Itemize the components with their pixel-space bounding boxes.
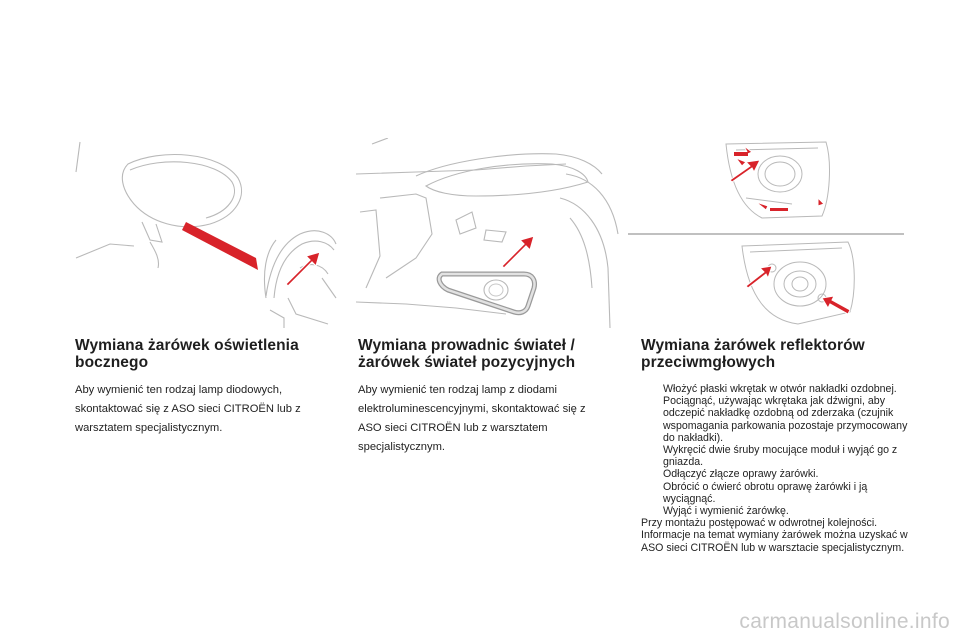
section-body: Aby wymienić ten rodzaj lamp diodowych, skontaktować się z ASO sieci CITROËN lub z warsztatem specjalistycznym.: [75, 384, 301, 434]
divider-line: [628, 232, 904, 236]
step-text: Wykręcić dwie śruby mocujące moduł i wyjąć go z gniazda.: [663, 444, 898, 469]
title-line: Wymiana żarówek reflektorów: [641, 337, 865, 354]
front-bumper-illustration: [356, 138, 621, 328]
side-mirror-illustration: [70, 138, 338, 328]
list-item: [641, 444, 913, 468]
title-line: Wymiana żarówek oświetlenia: [75, 337, 299, 354]
list-item: [641, 383, 913, 395]
title-line: bocznego: [75, 354, 149, 371]
step-text: Pociągnąć, używając wkrętaka jak dźwigni, aby odczepić nakładkę ozdobną od zderzaka (czujnik wspomagania parkowania pozostaje przymocowany do nakładki).: [663, 395, 908, 444]
fog-lamp-module-illustration: [738, 238, 860, 328]
section-body: Aby wymienić ten rodzaj lamp z diodami elektroluminescencyjnymi, skontaktować się z ASO sieci CITROËN lub z warsztatem specjalistycznym.: [358, 384, 586, 453]
list-item: [641, 505, 913, 517]
section-fog-lamps: [641, 337, 913, 554]
reassembly-note: Przy montażu postępować w odwrotnej kolejności.: [641, 517, 878, 530]
section-title: [641, 337, 913, 371]
section-position-lights: [358, 337, 608, 457]
info-note: Informacje na temat wymiany żarówek można uzyskać w ASO sieci CITROËN lub w warsztacie specjalistycznym.: [641, 529, 908, 554]
list-item: [641, 468, 913, 480]
list-item: [641, 481, 913, 505]
section-side-lights: [75, 337, 330, 438]
steps-list: [641, 383, 913, 517]
watermark: carmanualsonline.info: [739, 610, 950, 633]
section-title: [75, 337, 330, 371]
step-text: Wyjąć i wymienić żarówkę.: [663, 505, 789, 518]
section-title: [358, 337, 608, 371]
title-line: żarówek świateł pozycyjnych: [358, 354, 576, 371]
step-text: Obrócić o ćwierć obrotu oprawę żarówki i ją wyciągnąć.: [663, 480, 868, 505]
step-text: Włożyć płaski wkrętak w otwór nakładki ozdobnej.: [663, 383, 897, 395]
title-line: przeciwmgłowych: [641, 354, 776, 371]
fog-lamp-trim-illustration: [722, 138, 834, 220]
step-text: Odłączyć złącze oprawy żarówki.: [663, 468, 819, 481]
title-line: Wymiana prowadnic świateł /: [358, 337, 575, 354]
list-item: [641, 395, 913, 444]
